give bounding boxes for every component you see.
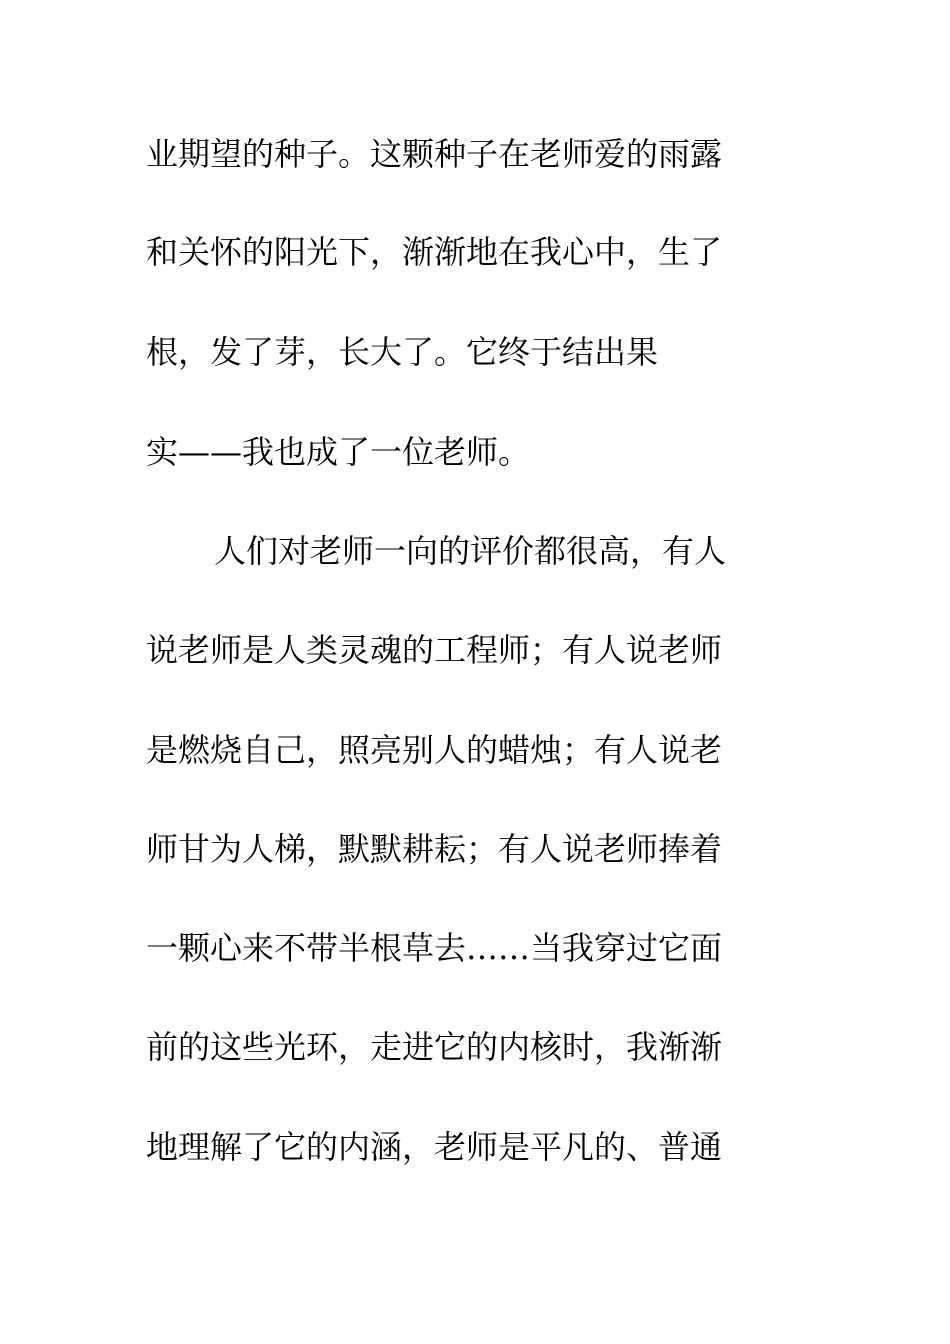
- text-line: 前的这些光环，走进它的内核时，我渐渐: [146, 1028, 723, 1066]
- text-line: 业期望的种子。这颗种子在老师爱的雨露: [146, 135, 723, 173]
- text-line: 一颗心来不带半根草去……当我穿过它面: [146, 929, 723, 967]
- text-line: 和关怀的阳光下，渐渐地在我心中，生了: [146, 233, 723, 271]
- paragraph-first-line: 人们对老师一向的评价都很高，有人: [214, 532, 727, 570]
- text-line: 是燃烧自己，照亮别人的蜡烛；有人说老: [146, 731, 723, 769]
- text-line: 地理解了它的内涵，老师是平凡的、普通: [146, 1128, 723, 1166]
- text-line: 师甘为人梯，默默耕耘；有人说老师捧着: [146, 830, 723, 868]
- text-line: 说老师是人类灵魂的工程师；有人说老师: [146, 631, 723, 669]
- text-line: 根，发了芽，长大了。它终于结出果: [146, 333, 659, 371]
- text-line: 实——我也成了一位老师。: [146, 433, 531, 471]
